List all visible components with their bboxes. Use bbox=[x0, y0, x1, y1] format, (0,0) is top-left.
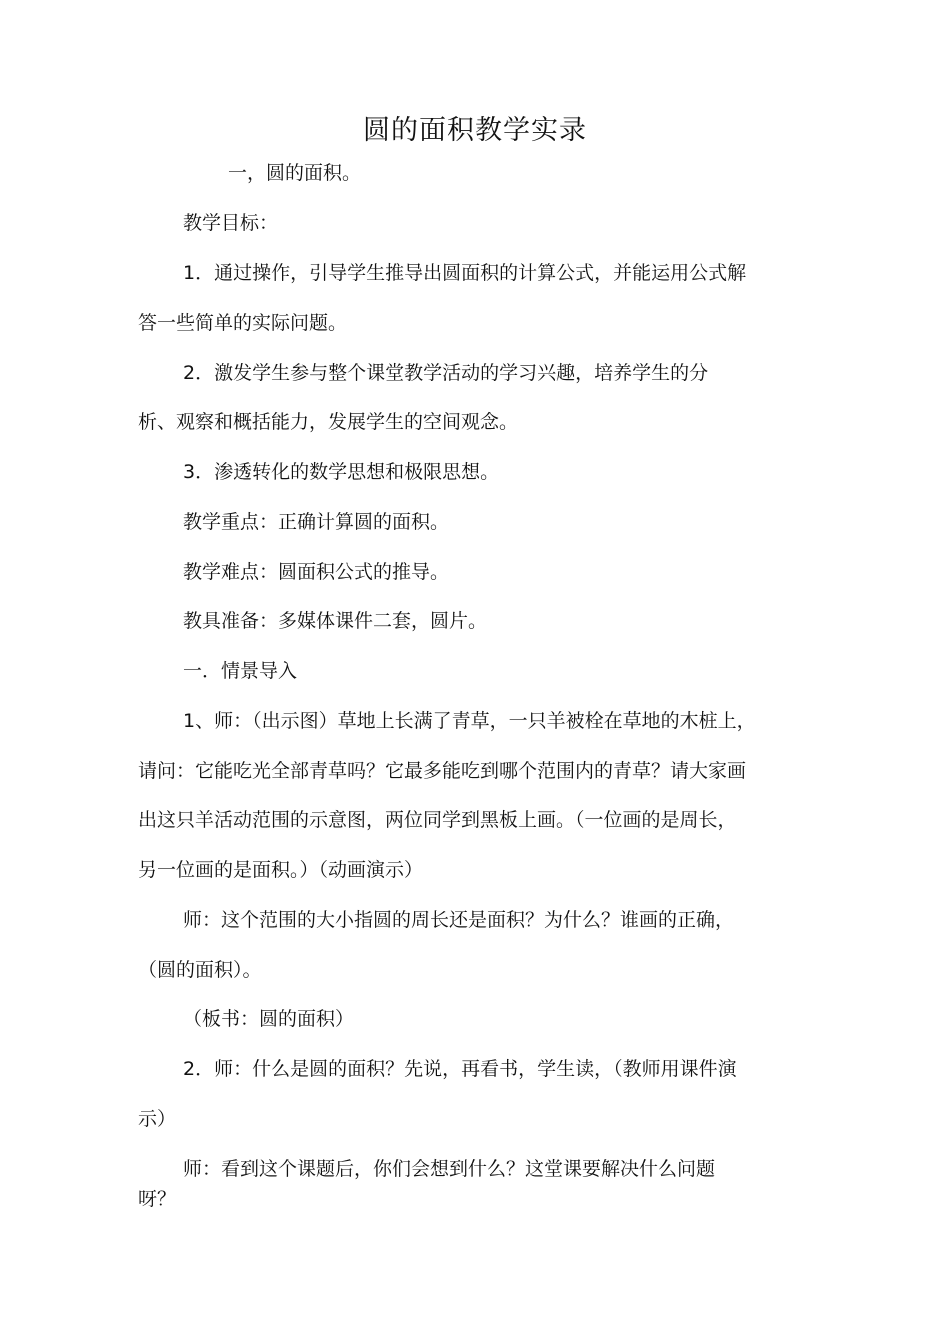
document-title: 圆的面积教学实录 bbox=[363, 115, 587, 146]
paragraph-line: 3．渗透转化的数学思想和极限思想。 bbox=[183, 461, 500, 483]
paragraph-line: 呀？ bbox=[138, 1188, 177, 1210]
section-heading: 一．情景导入 bbox=[183, 660, 298, 682]
paragraph-line: 析、观察和概括能力，发展学生的空间观念。 bbox=[138, 411, 519, 433]
section-heading: 一，圆的面积。 bbox=[228, 162, 362, 184]
paragraph-line: 请问：它能吃光全部青草吗？它最多能吃到哪个范围内的青草？请大家画 bbox=[138, 760, 747, 782]
paragraph-line: （圆的面积）。 bbox=[138, 959, 262, 981]
paragraph-line: 出这只羊活动范围的示意图，两位同学到黑板上画。（一位画的是周长， bbox=[138, 809, 737, 831]
paragraph-line: （板书：圆的面积） bbox=[183, 1008, 355, 1030]
paragraph-line: 师：这个范围的大小指圆的周长还是面积？为什么？谁画的正确， bbox=[183, 909, 735, 931]
paragraph-line: 教学重点：正确计算圆的面积。 bbox=[183, 511, 450, 533]
paragraph-line: 教学目标： bbox=[183, 212, 279, 234]
paragraph-line: 2．激发学生参与整个课堂教学活动的学习兴趣，培养学生的分 bbox=[183, 362, 709, 384]
paragraph-line: 答一些简单的实际问题。 bbox=[138, 312, 348, 334]
paragraph-line: 2．师：什么是圆的面积？先说，再看书，学生读，（教师用课件演 bbox=[183, 1058, 737, 1080]
paragraph-line: 1、师：（出示图）草地上长满了青草，一只羊被栓在草地的木桩上， bbox=[183, 710, 756, 732]
paragraph-line: 示） bbox=[138, 1108, 177, 1130]
paragraph-line: 1．通过操作，引导学生推导出圆面积的计算公式，并能运用公式解 bbox=[183, 262, 747, 284]
paragraph-line: 教学难点：圆面积公式的推导。 bbox=[183, 561, 450, 583]
paragraph-line: 教具准备：多媒体课件二套，圆片。 bbox=[183, 610, 488, 632]
paragraph-line: 另一位画的是面积。）（动画演示） bbox=[138, 859, 424, 881]
paragraph-line: 师：看到这个课题后，你们会想到什么？这堂课要解决什么问题 bbox=[183, 1158, 716, 1180]
